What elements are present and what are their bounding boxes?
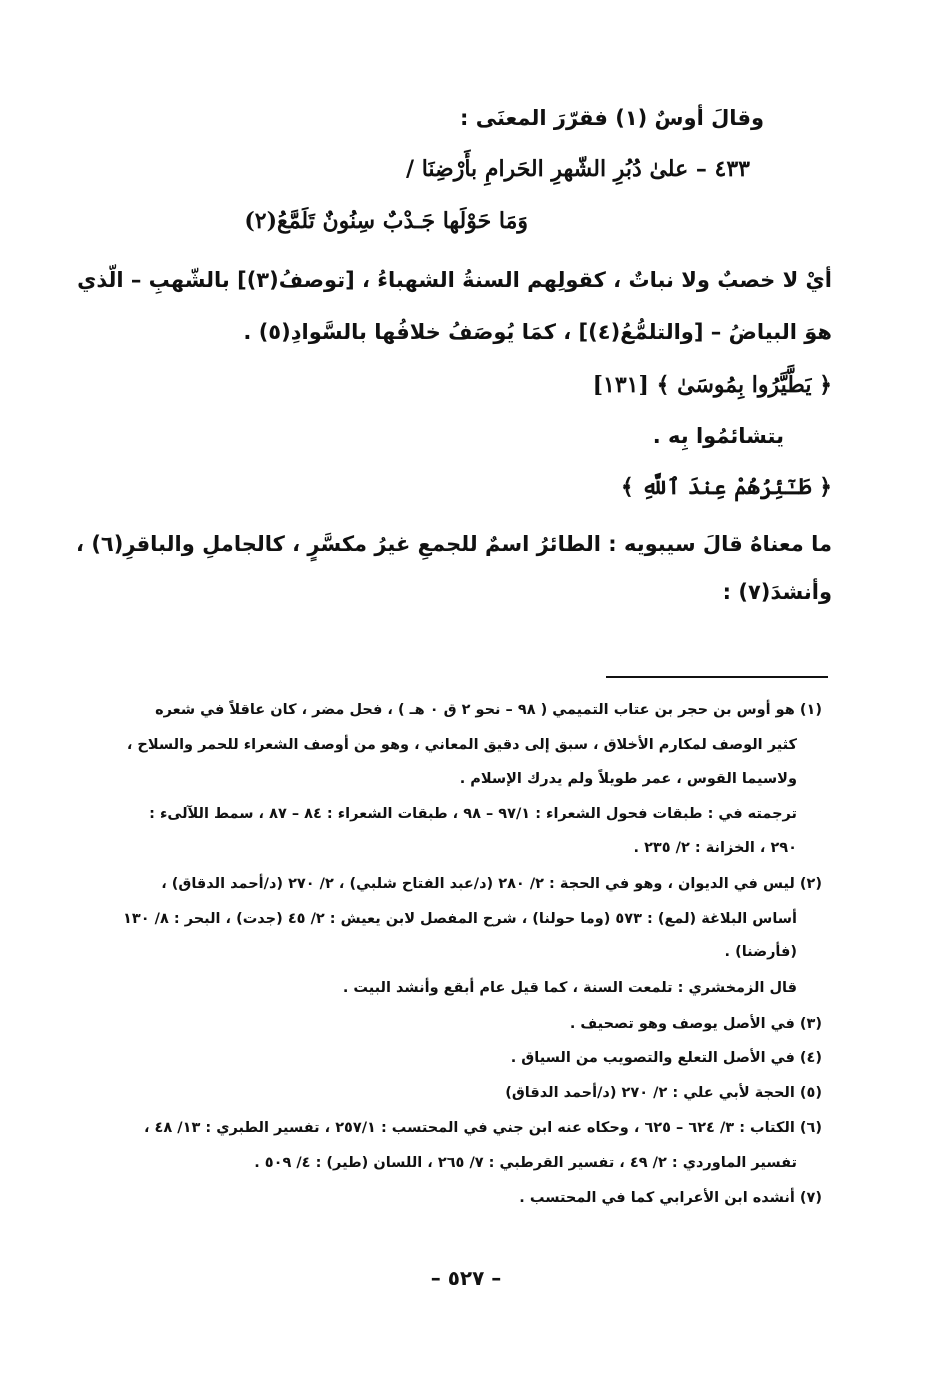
- explanation-line-1: أيْ لا خصبٌ ولا نباتٌ ، كقولِهم السنةُ الشهباءُ ، [توصفُ(٣)] بالشّهبِ – الّذي: [77, 268, 832, 292]
- intro-line: وقالَ أوسٌ (١) فقرّرَ المعنَى :: [460, 106, 764, 130]
- footnote-5: (٥) الحجة لأبي علي : ٢/ ٢٧٠ (د/أحمد الدقاق): [505, 1085, 822, 1101]
- footnote-7: (٧) أنشده ابن الأعرابي كما في المحتسب .: [519, 1190, 822, 1206]
- footnote-6-line-1: (٦) الكتاب : ٣/ ٦٢٤ – ٦٢٥ ، وحكاه عنه ابن جني في المحتسب : ٢٥٧/١ ، تفسير الطبري : ١٣/ ٤٨ ،: [143, 1120, 822, 1136]
- footnote-6-line-2: تفسير الماوردي : ٢/ ٤٩ ، تفسير القرطبي : ٧/ ٢٦٥ ، اللسان (طير) : ٤/ ٥٠٩ .: [254, 1155, 797, 1171]
- footnote-1-line-5: ٢٩٠ ، الخزانة : ٢/ ٢٣٥ .: [633, 840, 797, 856]
- footnote-4: (٤) في الأصل التعلع والتصويب من السياق .: [510, 1050, 822, 1066]
- footnote-2-line-1: (٢) ليس في الديوان ، وهو في الحجة : ٢/ ٢٨٠ (د/عبد الفتاح شلبي) ، ٢/ ٢٧٠ (د/أحمد الدقاق) ،: [161, 876, 822, 892]
- quran-gloss: يتشائمُوا بِه .: [652, 424, 784, 448]
- verse-second-hemistich: وَمَا حَوْلَها جَـدْبٌ سِنُونٌ تَلَمَّعُ(٢): [244, 208, 528, 234]
- footnote-2-line-3: (فأرضنا) .: [724, 944, 797, 960]
- recitation-line: وأنشدَ(٧) :: [722, 580, 832, 604]
- footnote-2-line-4: قال الزمخشري : تلمعت السنة ، كما قيل عام أبقع وأنشد البيت .: [342, 980, 797, 996]
- footnote-1-line-3: ولاسيما القوس ، عمر طويلاً ولم يدرك الإسلام .: [459, 771, 797, 787]
- footnote-separator: [606, 676, 828, 678]
- page-number: – ٥٢٧ –: [430, 1266, 502, 1290]
- sibawayh-line: ما معناهُ قالَ سيبويه : الطائرُ اسمٌ للجمعِ غيرُ مكسَّرٍ ، كالجاملِ والباقرِ(٦) ،: [76, 532, 832, 556]
- footnote-1-line-1: (١) هو أوس بن حجر بن عتاب التميمي ( ٩٨ – نحو ٢ ق ٠ هـ ) ، فحل مضر ، كان عاقلاً في شعره: [155, 702, 822, 718]
- footnote-3: (٣) في الأصل يوصف وهو تصحيف .: [569, 1016, 822, 1032]
- quran-quote-1: ﴿ يَطَّيَّرُوا بِمُوسَىٰ ﴾ [١٣١]: [592, 372, 832, 398]
- footnote-1-line-4: ترجمته في : طبقات فحول الشعراء : ٩٧/١ – ٩٨ ، طبقات الشعراء : ٨٤ – ٨٧ ، سمط اللآلىء :: [149, 806, 797, 822]
- explanation-line-2: هوَ البياضُ – [والتلمُّعُ(٤)] ، كمَا يُوصَفُ خلافُها بالسَّوادِ(٥) .: [243, 320, 832, 344]
- quran-quote-2: ﴿ طَـٰٓئِرُهُمْ عِندَ ٱللَّهِ ﴾: [620, 474, 832, 500]
- footnote-1-line-2: كثير الوصف لمكارم الأخلاق ، سبق إلى دقيق المعاني ، وهو من أوصف الشعراء للحمر والسلاح ،: [126, 737, 797, 753]
- verse-first-hemistich: ٤٣٣ – علىٰ دُبُرِ الشّهرِ الحَرامِ بأَرْضِنَا /: [406, 156, 750, 182]
- footnote-2-line-2: أساس البلاغة (لمع) : ٥٧٣ (وما حولنا) ، شرح المفصل لابن يعيش : ٢/ ٤٥ (جدت) ، البحر : ٨/ ١٣٠: [123, 911, 797, 927]
